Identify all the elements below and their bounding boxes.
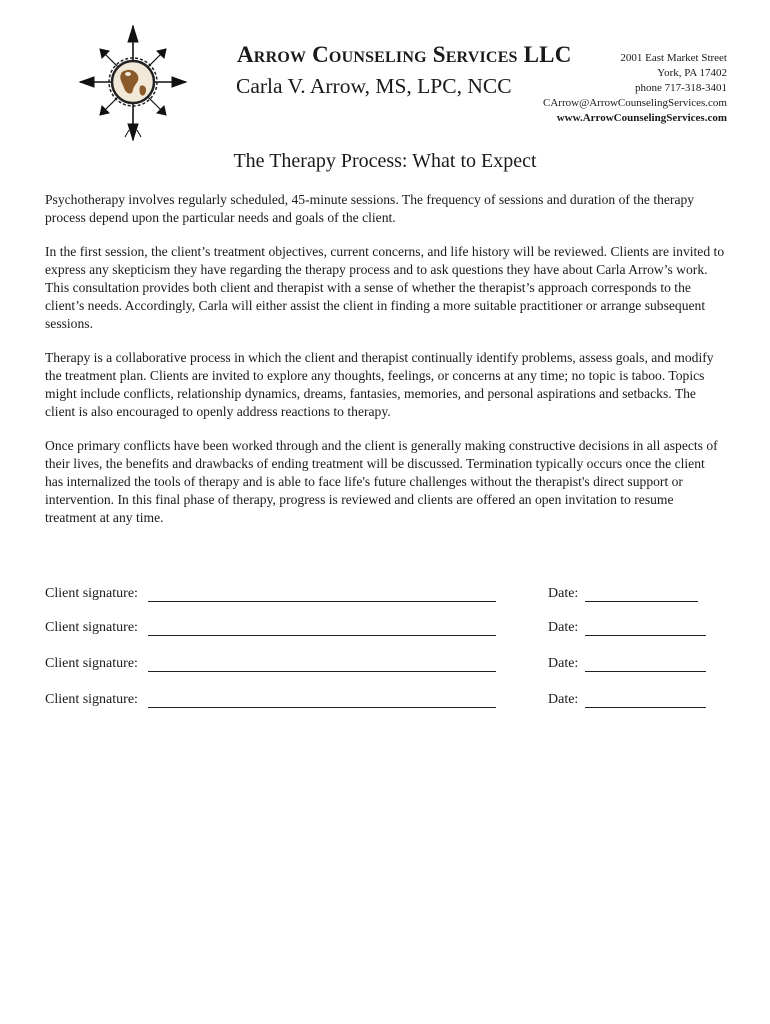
phone-number: phone 717-318-3401 [635, 82, 727, 94]
paragraph: Once primary conflicts have been worked through and the client is generally making constructive decisions in all aspects of their lives, the benefits and drawbacks of ending treatment will be discussed. Termination typically occurs once the client has internalized the tools of therapy and is able to face life's future challenges without the therapist's direct support or intervention. In this final phase of therapy, progress is reviewed and clients are offered an open invitation to resume treatment at any time. [45, 438, 718, 525]
company-name: Arrow Counseling Services LLC [237, 42, 572, 67]
compass-globe-icon [78, 24, 188, 142]
client-signature-label: Client signature: [45, 692, 138, 707]
date-label: Date: [548, 586, 579, 601]
website-url: www.ArrowCounselingServices.com [556, 112, 727, 124]
paragraph: In the first session, the client’s treatment objectives, current concerns, and life history will be reviewed. Clients are invited to express any skepticism they have regarding the therapy process and to ask questions they have about Carla Arrow’s work. This consultation provides both client and therapist with a sense of whether the therapist’s approach corresponds to the client’s needs. Accordingly, Carla will either assist the client in finding a more suitable practitioner or arrange subsequent sessions. [45, 244, 725, 331]
document-body [45, 191, 725, 543]
client-signature-field[interactable] [148, 707, 496, 708]
paragraph: Therapy is a collaborative process in which the client and therapist continually identify problems, assess goals, and modify the treatment plan. Clients are invited to explore any thoughts, feelings, or concerns at any time; no topic is taboo. Topics might include conflicts, relationship dynamics, dreams, fantasies, memories, and personal aspirations and setbacks. The client is also encouraged to openly address reactions to therapy. [45, 350, 714, 419]
signature-row [45, 656, 725, 676]
street-address: 2001 East Market Street [620, 52, 727, 64]
signature-row [45, 620, 725, 640]
signature-row [45, 586, 725, 606]
signature-row [45, 692, 725, 712]
client-signature-label: Client signature: [45, 586, 138, 601]
paragraph: Psychotherapy involves regularly scheduled, 45-minute sessions. The frequency of sessions and duration of the therapy process depend upon the particular needs and goals of the client. [45, 192, 695, 225]
date-label: Date: [548, 620, 579, 635]
date-field[interactable] [585, 671, 706, 672]
date-field[interactable] [585, 707, 706, 708]
contact-block [543, 51, 727, 126]
client-signature-label: Client signature: [45, 656, 138, 671]
client-signature-label: Client signature: [45, 620, 138, 635]
date-label: Date: [548, 692, 579, 707]
city-state-zip: York, PA 17402 [657, 67, 727, 79]
date-field[interactable] [585, 635, 706, 636]
email-address: CArrow@ArrowCounselingServices.com [543, 97, 727, 109]
date-label: Date: [548, 656, 579, 671]
date-field[interactable] [585, 601, 698, 602]
document-title: The Therapy Process: What to Expect [233, 150, 537, 172]
therapist-name: Carla V. Arrow, MS, LPC, NCC [236, 74, 512, 98]
client-signature-field[interactable] [148, 671, 496, 672]
client-signature-field[interactable] [148, 635, 496, 636]
client-signature-field[interactable] [148, 601, 496, 602]
